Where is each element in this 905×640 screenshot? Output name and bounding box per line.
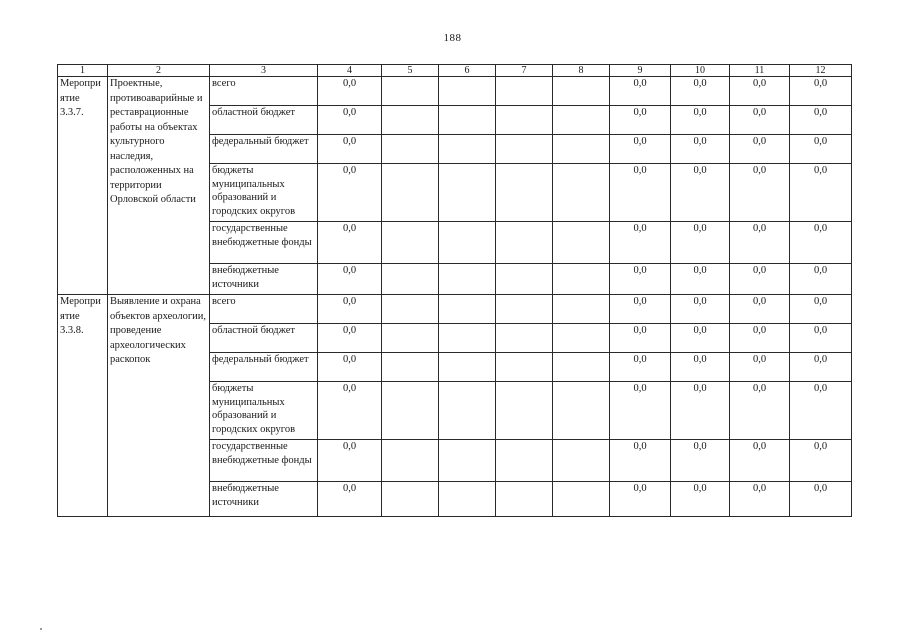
empty-cell: [439, 295, 496, 324]
empty-cell: [496, 295, 553, 324]
empty-cell: [439, 482, 496, 517]
event-name: Выявление и охрана объектов археологии, проведение археологических раскопок: [108, 295, 210, 517]
value-cell: 0,0: [318, 382, 382, 440]
funding-source: бюджеты муниципальных образований и городских округов: [210, 164, 318, 222]
page-number: 188: [443, 32, 462, 44]
column-number-row: [58, 65, 852, 77]
empty-cell: [553, 382, 610, 440]
value-cell: 0,0: [318, 353, 382, 382]
empty-cell: [553, 106, 610, 135]
value-cell: 0,0: [610, 164, 671, 222]
funding-source: областной бюджет: [210, 324, 318, 353]
value-cell: 0,0: [730, 353, 790, 382]
value-cell: 0,0: [610, 353, 671, 382]
value-cell: 0,0: [671, 482, 730, 517]
empty-cell: [382, 264, 439, 295]
value-cell: 0,0: [671, 295, 730, 324]
empty-cell: [382, 135, 439, 164]
empty-cell: [496, 164, 553, 222]
empty-cell: [553, 440, 610, 482]
value-cell: 0,0: [790, 482, 852, 517]
value-cell: 0,0: [610, 440, 671, 482]
column-header: 5: [382, 65, 439, 77]
empty-cell: [496, 353, 553, 382]
value-cell: 0,0: [671, 264, 730, 295]
value-cell: 0,0: [790, 440, 852, 482]
value-cell: 0,0: [730, 106, 790, 135]
budget-table: [57, 64, 852, 517]
empty-cell: [439, 264, 496, 295]
value-cell: 0,0: [318, 222, 382, 264]
value-cell: 0,0: [318, 440, 382, 482]
empty-cell: [553, 77, 610, 106]
empty-cell: [496, 324, 553, 353]
value-cell: 0,0: [318, 324, 382, 353]
column-header: 9: [610, 65, 671, 77]
funding-source: всего: [210, 77, 318, 106]
empty-cell: [382, 222, 439, 264]
empty-cell: [553, 264, 610, 295]
empty-cell: [496, 264, 553, 295]
value-cell: 0,0: [610, 382, 671, 440]
value-cell: 0,0: [730, 382, 790, 440]
value-cell: 0,0: [790, 222, 852, 264]
value-cell: 0,0: [318, 482, 382, 517]
value-cell: 0,0: [610, 77, 671, 106]
empty-cell: [439, 440, 496, 482]
value-cell: 0,0: [730, 222, 790, 264]
empty-cell: [496, 440, 553, 482]
column-header: 2: [108, 65, 210, 77]
funding-source: государственные внебюджетные фонды: [210, 440, 318, 482]
value-cell: 0,0: [671, 164, 730, 222]
value-cell: 0,0: [671, 106, 730, 135]
value-cell: 0,0: [671, 324, 730, 353]
value-cell: 0,0: [730, 135, 790, 164]
value-cell: 0,0: [790, 164, 852, 222]
value-cell: 0,0: [671, 77, 730, 106]
empty-cell: [439, 77, 496, 106]
value-cell: 0,0: [610, 295, 671, 324]
empty-cell: [553, 222, 610, 264]
empty-cell: [496, 77, 553, 106]
empty-cell: [496, 106, 553, 135]
empty-cell: [496, 482, 553, 517]
empty-cell: [553, 324, 610, 353]
value-cell: 0,0: [610, 135, 671, 164]
value-cell: 0,0: [790, 77, 852, 106]
value-cell: 0,0: [610, 106, 671, 135]
value-cell: 0,0: [730, 482, 790, 517]
value-cell: 0,0: [790, 264, 852, 295]
value-cell: 0,0: [730, 440, 790, 482]
value-cell: 0,0: [318, 295, 382, 324]
value-cell: 0,0: [790, 106, 852, 135]
empty-cell: [439, 353, 496, 382]
empty-cell: [439, 324, 496, 353]
empty-cell: [382, 482, 439, 517]
value-cell: 0,0: [790, 353, 852, 382]
column-header: 7: [496, 65, 553, 77]
value-cell: 0,0: [790, 135, 852, 164]
column-header: 3: [210, 65, 318, 77]
value-cell: 0,0: [318, 135, 382, 164]
funding-source: бюджеты муниципальных образований и городских округов: [210, 382, 318, 440]
empty-cell: [439, 164, 496, 222]
empty-cell: [382, 164, 439, 222]
event-name: Проектные, противоаварийные и реставрационные работы на объектах культурного наследия, расположенных на территории Орловской области: [108, 77, 210, 295]
empty-cell: [496, 382, 553, 440]
value-cell: 0,0: [671, 382, 730, 440]
value-cell: 0,0: [790, 295, 852, 324]
value-cell: 0,0: [318, 77, 382, 106]
empty-cell: [496, 135, 553, 164]
column-header: 10: [671, 65, 730, 77]
value-cell: 0,0: [730, 295, 790, 324]
empty-cell: [553, 135, 610, 164]
funding-source: всего: [210, 295, 318, 324]
value-cell: 0,0: [610, 324, 671, 353]
empty-cell: [382, 295, 439, 324]
event-number: Мероприятие 3.3.8.: [58, 295, 108, 517]
empty-cell: [439, 222, 496, 264]
value-cell: 0,0: [730, 324, 790, 353]
column-header: 4: [318, 65, 382, 77]
empty-cell: [496, 222, 553, 264]
column-header: 11: [730, 65, 790, 77]
value-cell: 0,0: [610, 222, 671, 264]
value-cell: 0,0: [671, 222, 730, 264]
value-cell: 0,0: [671, 353, 730, 382]
value-cell: 0,0: [610, 482, 671, 517]
empty-cell: [439, 135, 496, 164]
funding-source: федеральный бюджет: [210, 353, 318, 382]
empty-cell: [439, 106, 496, 135]
column-header: 8: [553, 65, 610, 77]
empty-cell: [439, 382, 496, 440]
value-cell: 0,0: [671, 135, 730, 164]
empty-cell: [553, 164, 610, 222]
empty-cell: [382, 106, 439, 135]
empty-cell: [553, 482, 610, 517]
value-cell: 0,0: [790, 382, 852, 440]
column-header: 1: [58, 65, 108, 77]
value-cell: 0,0: [318, 106, 382, 135]
funding-source: внебюджетные источники: [210, 264, 318, 295]
value-cell: 0,0: [318, 264, 382, 295]
table-row: [58, 77, 852, 106]
table-row: [58, 295, 852, 324]
value-cell: 0,0: [730, 77, 790, 106]
column-header: 6: [439, 65, 496, 77]
value-cell: 0,0: [318, 164, 382, 222]
event-number: Мероприятие 3.3.7.: [58, 77, 108, 295]
empty-cell: [382, 440, 439, 482]
value-cell: 0,0: [730, 264, 790, 295]
empty-cell: [382, 353, 439, 382]
empty-cell: [382, 77, 439, 106]
scan-speck: [40, 628, 42, 630]
value-cell: 0,0: [671, 440, 730, 482]
column-header: 12: [790, 65, 852, 77]
funding-source: внебюджетные источники: [210, 482, 318, 517]
funding-source: федеральный бюджет: [210, 135, 318, 164]
value-cell: 0,0: [610, 264, 671, 295]
empty-cell: [382, 324, 439, 353]
funding-source: областной бюджет: [210, 106, 318, 135]
empty-cell: [553, 295, 610, 324]
value-cell: 0,0: [790, 324, 852, 353]
empty-cell: [553, 353, 610, 382]
funding-source: государственные внебюджетные фонды: [210, 222, 318, 264]
empty-cell: [382, 382, 439, 440]
value-cell: 0,0: [730, 164, 790, 222]
